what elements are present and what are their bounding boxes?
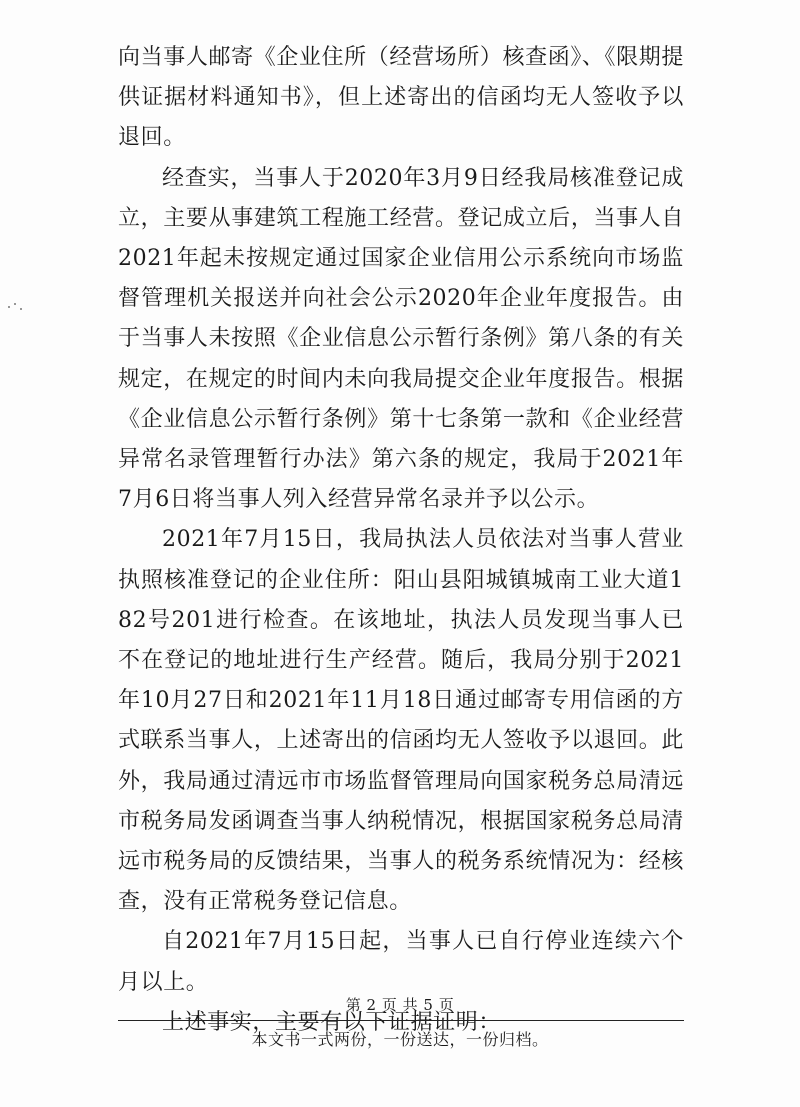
paragraph-4: 自2021年7月15日起，当事人已自行停业连续六个月以上。 [118, 929, 684, 995]
paragraph-5: 上述事实，主要有以下证据证明： [162, 1009, 502, 1035]
scan-speck-mark [6, 300, 24, 312]
footer-divider [118, 1020, 684, 1021]
footer-note: 本文书一式两份，一份送达，一份归档。 [251, 1030, 549, 1049]
page-number: 第 2 页 共 5 页 [345, 996, 455, 1014]
paragraph-2: 经查实，当事人于2020年3月9日经我局核准登记成立，主要从事建筑工程施工经营。登记成立后，当事人自2021年起未按规定通过国家企业信用公示系统向市场监督管理机关报送并向社会公示2020年企业年度报告。由于当事人未按照《企业信息公示暂行条例》第八条的有关规定，在规定的时间内未向我局提交企业年度报告。根据《企业信息公示暂行条例》第十七条第一款和《企业经营异常名录管理暂行办法》第六条的规定，我局于2021年7月6日将当事人列入经营异常名录并予以公示。 [118, 165, 684, 513]
document-body [118, 38, 684, 1043]
paragraph-1: 向当事人邮寄《企业住所（经营场所）核查函》、《限期提供证据材料通知书》，但上述寄出的信函均无人签收予以退回。 [118, 45, 684, 151]
paragraph-3: 2021年7月15日，我局执法人员依法对当事人营业执照核准登记的企业住所：阳山县阳城镇城南工业大道182号201进行检查。在该地址，执法人员发现当事人已不在登记的地址进行生产经营。随后，我局分别于2021年10月27日和2021年11月18日通过邮寄专用信函的方式联系当事人，上述寄出的信函均无人签收予以退回。此外，我局通过清远市市场监督管理局向国家税务总局清远市税务局发函调查当事人纳税情况，根据国家税务总局清远市税务局的反馈结果，当事人的税务系统情况为：经核查，没有正常税务登记信息。 [118, 527, 684, 915]
